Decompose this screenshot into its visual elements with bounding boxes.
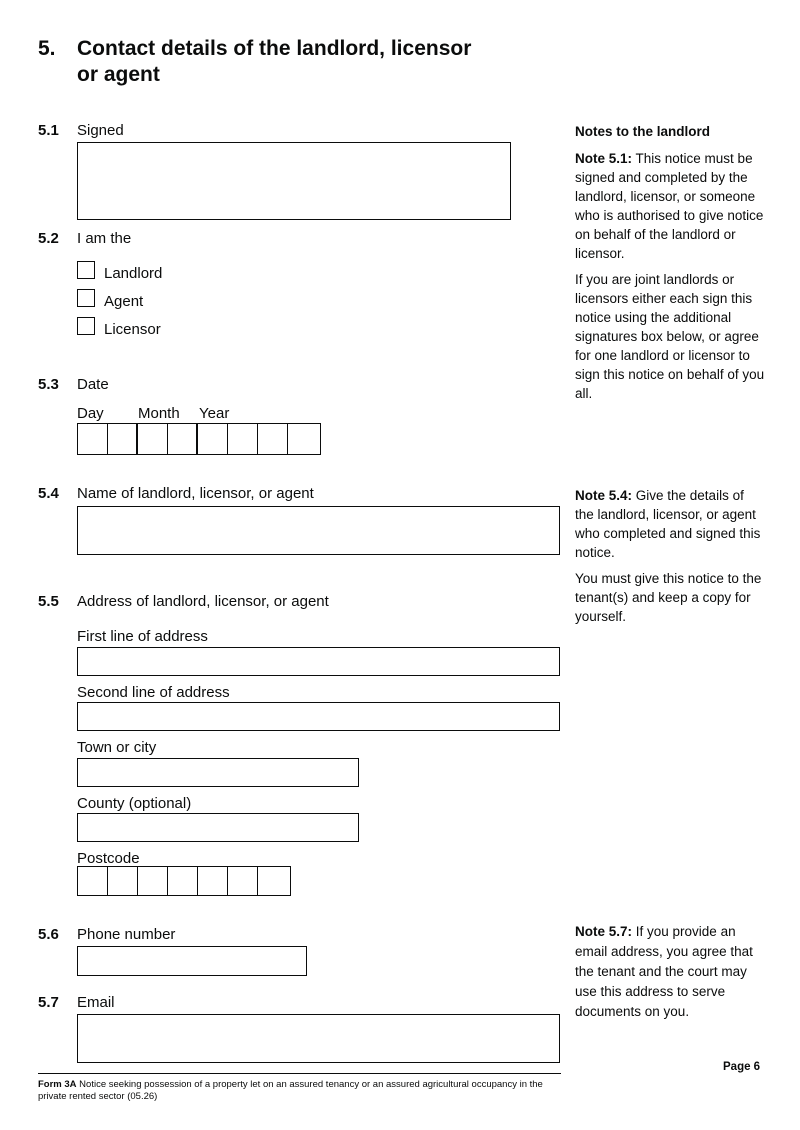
date-label: Date [77,376,109,393]
date-year-digit[interactable] [288,424,318,454]
name-input[interactable] [77,506,560,555]
field-number-5-6: 5.6 [38,926,59,943]
field-number-5-5: 5.5 [38,593,59,610]
field-number-5-1: 5.1 [38,122,59,139]
date-year-digit[interactable] [258,424,288,454]
date-day-digit[interactable] [78,424,108,454]
note-5-7-title: Note 5.7: [575,924,633,939]
notes-panel-top [575,122,765,410]
date-year-digit[interactable] [228,424,258,454]
phone-label: Phone number [77,926,176,943]
phone-input[interactable] [77,946,307,976]
notes-panel-middle [575,486,765,633]
postcode-char[interactable] [78,867,108,895]
licensor-checkbox[interactable] [77,317,95,335]
note-5-4-title: Note 5.4: [575,488,633,503]
postcode-label: Postcode [77,850,140,867]
county-label: County (optional) [77,795,192,812]
postcode-char[interactable] [138,867,168,895]
address-label: Address of landlord, licensor, or agent [77,593,329,610]
footer-divider [38,1073,561,1074]
date-month-digit[interactable] [138,424,168,454]
town-label: Town or city [77,739,157,756]
email-label: Email [77,994,115,1011]
agent-checkbox[interactable] [77,289,95,307]
postcode-char[interactable] [258,867,288,895]
email-input[interactable] [77,1014,560,1063]
address-line2-label: Second line of address [77,684,230,701]
licensor-option-label: Licensor [104,321,161,338]
agent-option-label: Agent [104,293,144,310]
town-input[interactable] [77,758,359,787]
address-line1-input[interactable] [77,647,560,676]
notes-panel-bottom [575,922,765,1029]
note-5-1-title: Note 5.1: [575,151,633,166]
name-label: Name of landlord, licensor, or agent [77,485,314,502]
page-number: Page 6 [723,1061,761,1073]
footer-description: Notice seeking possession of a property let on an assured tenancy or an assured agricultural occupancy in the private rented sector (05.26) [38,1079,543,1102]
footer-text [38,1079,558,1103]
note-5-1-text: This notice must be signed and completed by the landlord, licensor, or someone who is authorised to give notice on behalf of the landlord or licensor. [575,151,764,261]
postcode-char[interactable] [168,867,198,895]
note-5-1-para2: If you are joint landlords or licensors either each sign this notice using the additional signatures box below, or agree for one landlord or licensor to sign this notice on behalf of you all. [575,272,765,401]
date-month-digit[interactable] [168,424,198,454]
note-5-4-text: Give the details of the landlord, licensor, or agent who completed and signed this notice. [575,488,761,560]
footer-form-id: Form 3A [38,1079,77,1090]
signature-box[interactable] [77,142,511,220]
field-number-5-3: 5.3 [38,376,59,393]
signed-label: Signed [77,122,124,139]
note-5-4-para2: You must give this notice to the tenant(s) and keep a copy for yourself. [575,571,762,624]
date-input[interactable] [77,423,321,455]
landlord-option-label: Landlord [104,265,163,282]
postcode-char[interactable] [228,867,258,895]
date-day-digit[interactable] [108,424,138,454]
landlord-checkbox[interactable] [77,261,95,279]
section-title-line2: or agent [77,63,160,86]
notes-heading: Notes to the landlord [575,124,710,139]
section-title-line1: Contact details of the landlord, licensor [77,37,472,60]
postcode-char[interactable] [198,867,228,895]
postcode-char[interactable] [108,867,138,895]
county-input[interactable] [77,813,359,842]
field-number-5-2: 5.2 [38,230,59,247]
note-5-7-text: If you provide an email address, you agree that the tenant and the court may use this address to serve documents on you. [575,924,753,1019]
field-number-5-7: 5.7 [38,994,59,1011]
i-am-label: I am the [77,230,132,247]
date-year-digit[interactable] [198,424,228,454]
date-year-label: Year [199,405,230,422]
date-month-label: Month [138,405,180,422]
postcode-input[interactable] [77,866,291,896]
date-day-label: Day [77,405,104,422]
section-number: 5. [38,37,56,60]
address-line2-input[interactable] [77,702,560,731]
field-number-5-4: 5.4 [38,485,59,502]
address-line1-label: First line of address [77,628,208,645]
